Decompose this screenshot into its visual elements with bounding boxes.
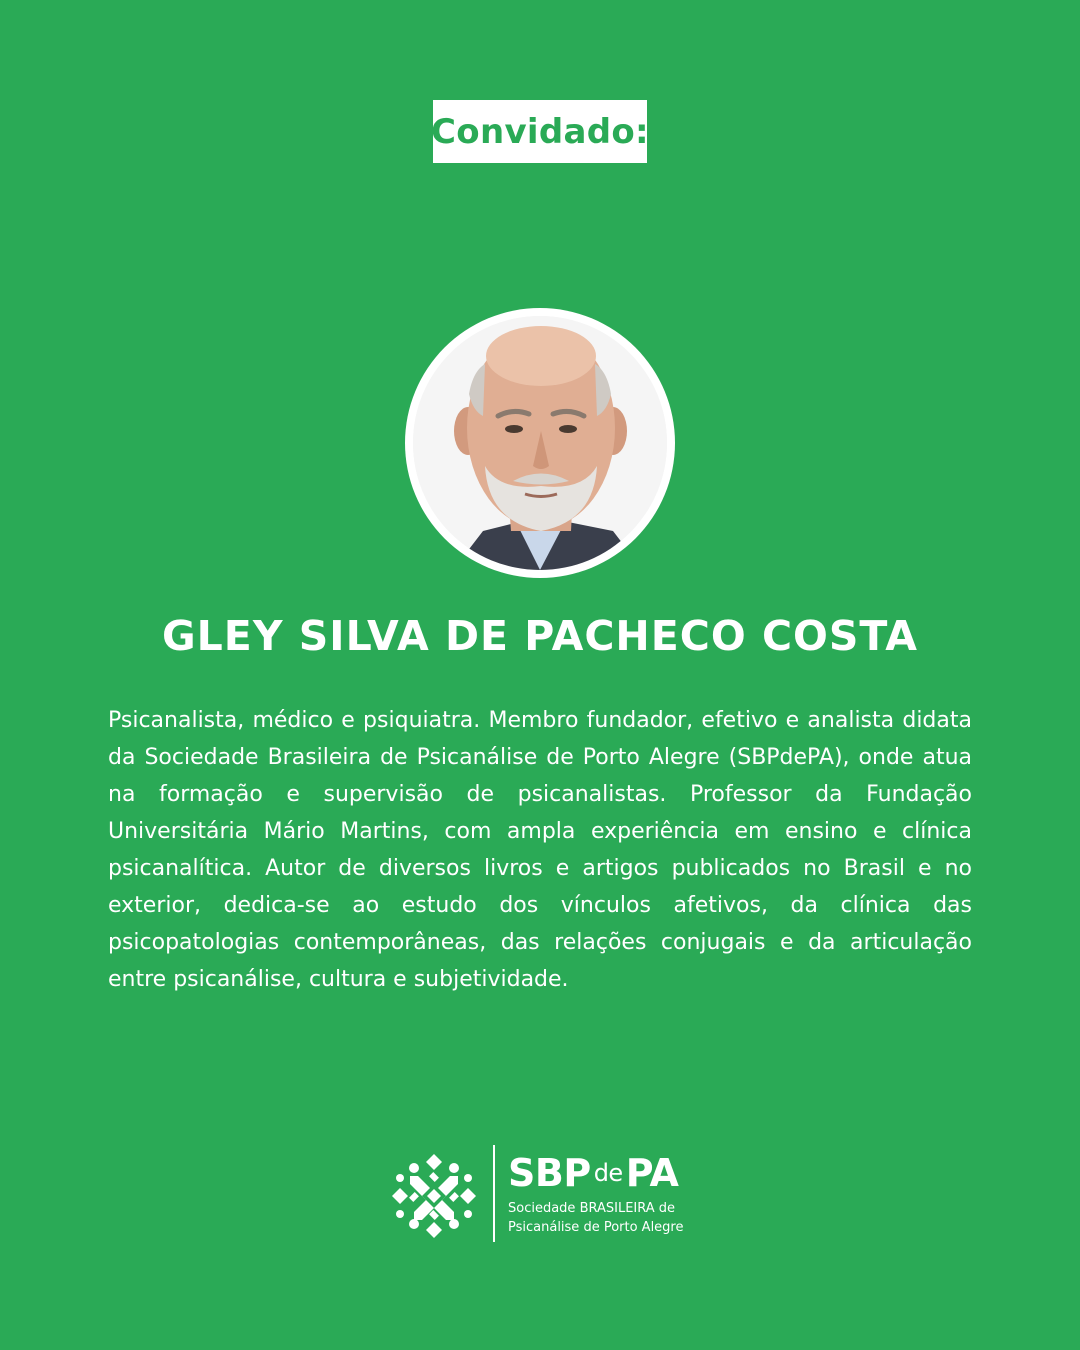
footer-brand [390,1145,700,1243]
speaker-name: GLEY SILVA DE PACHECO COSTA [162,612,918,660]
brand-subtitle-line1: Sociedade BRASILEIRA de [508,1201,676,1216]
speaker-photo-frame [405,308,675,578]
speaker-bio: Psicanalista, médico e psiquiatra. Membro fundador, efetivo e analista didata da Sociedade Brasileira de Psicanálise de Porto Alegre (SBPdePA), onde atua na formação e supervisão de psicanalistas. Professor da Fundação Universitária Mário Martins, com ampla experiência em ensino e clínica psicanalítica. Autor de diversos livros e artigos publicados no Brasil e no exterior, dedica-se ao estudo dos vínculos afetivos, da clínica das psicopatologias contemporâneas, das relações conjugais e da articulação entre psicanálise, cultura e subjetividade. [108,708,972,992]
sbpdepa-logo-icon [390,1152,478,1240]
brand-wordmark: SBP dePA [508,1151,679,1195]
brand-subtitle [508,1199,684,1237]
brand-subtitle-line2: Psicanálise de Porto Alegre [508,1220,684,1235]
logo-divider [493,1145,495,1242]
speaker-photo [413,316,667,570]
guest-label: Convidado: [433,100,647,163]
